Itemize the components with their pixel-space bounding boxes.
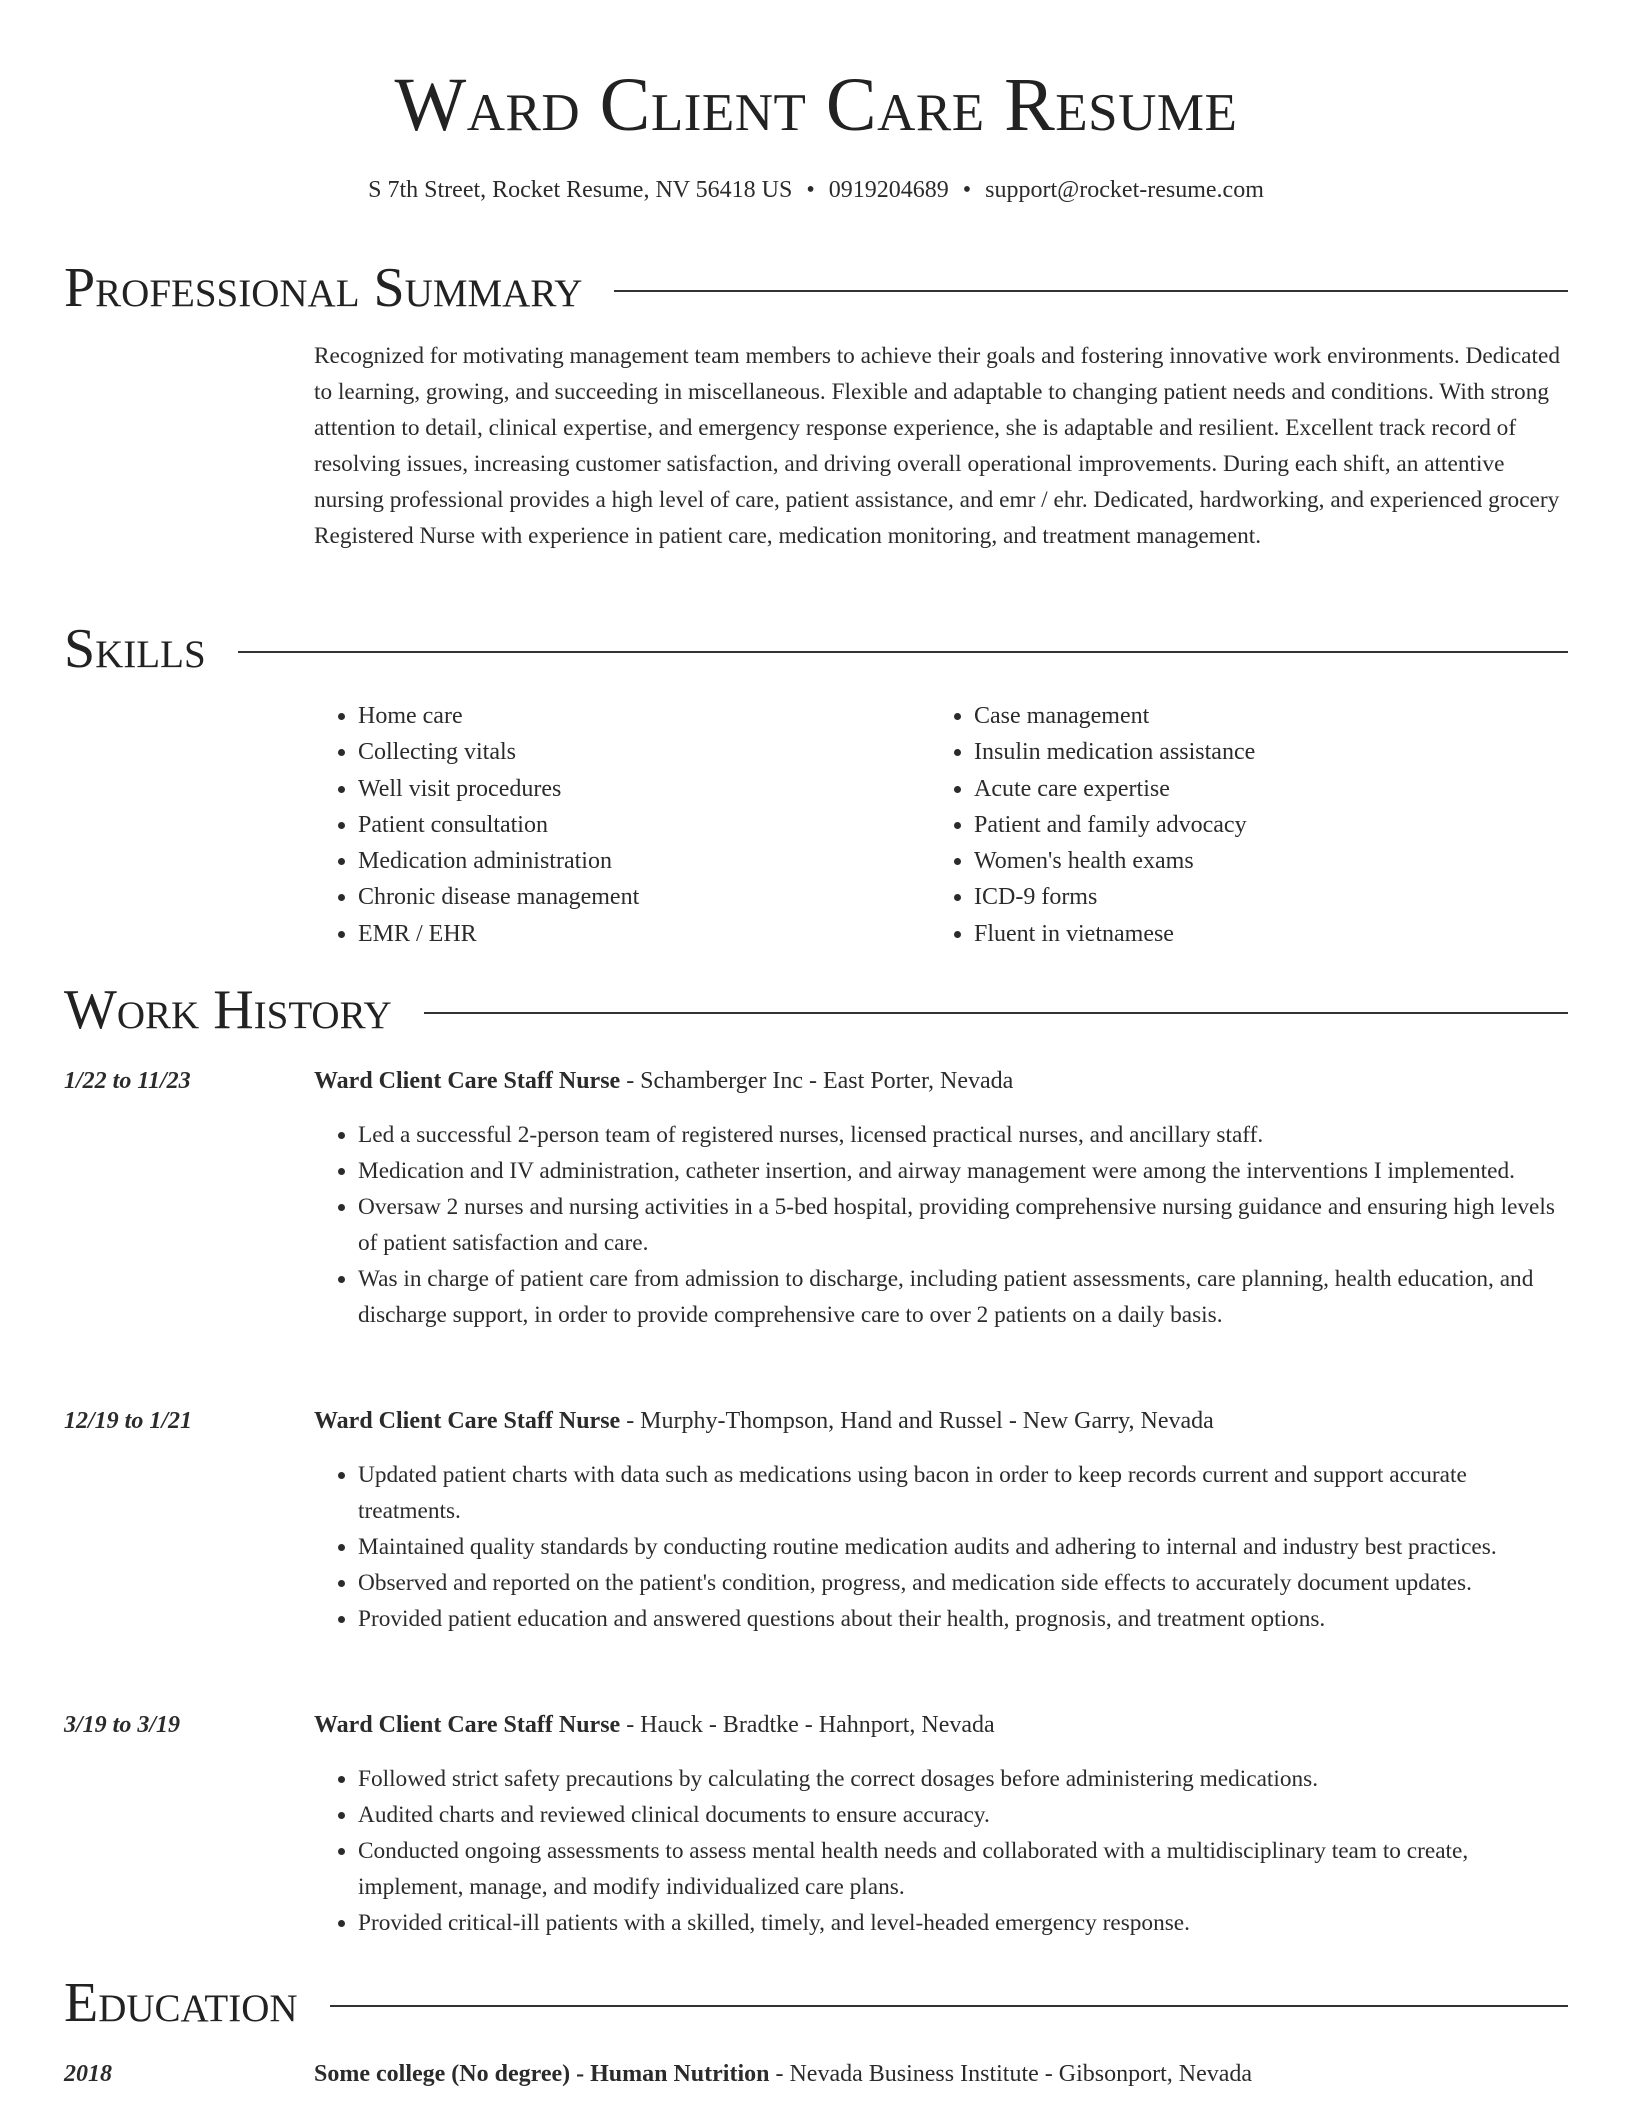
job-bullet: • Observed and reported on the patient's condition, progress, and medication side effects to accurately document updates. bbox=[358, 1565, 1570, 1601]
skill-item: • Well visit procedures bbox=[358, 771, 930, 807]
skill-item: • Patient consultation bbox=[358, 807, 930, 843]
education-line bbox=[314, 2056, 1570, 2092]
section-summary-header bbox=[64, 258, 1568, 318]
education-year: 2018 bbox=[64, 2061, 112, 2087]
job-dates: 12/19 to 1/21 bbox=[64, 1408, 193, 1434]
skill-item: • Acute care expertise bbox=[974, 771, 1546, 807]
job-title-line bbox=[314, 1403, 1570, 1439]
skill-item: • Case management bbox=[974, 698, 1546, 734]
job-bullet: • Conducted ongoing assessments to assess mental health needs and collaborated with a multidisciplinary team to create, implement, manage, and modify individualized care plans. bbox=[358, 1833, 1570, 1905]
skills-column-left bbox=[314, 698, 930, 952]
skills-list bbox=[314, 698, 1570, 952]
skill-item: • ICD-9 forms bbox=[974, 879, 1546, 915]
skill-item: • Patient and family advocacy bbox=[974, 807, 1546, 843]
contact-line bbox=[0, 174, 1632, 206]
summary-text: Recognized for motivating management team members to achieve their goals and fostering innovative work environments. Dedicated to learning, growing, and succeeding in miscellaneous. Flexible and adaptable to changing patient needs and conditions. With strong attention to detail, clinical expertise, and emergency response experience, she is adaptable and resilient. Excellent track record of resolving issues, increasing customer satisfaction, and driving overall operational improvements. During each shift, an attentive nursing professional provides a high level of care, patient assistance, and emr / ehr. Dedicated, hardworking, and experienced grocery Registered Nurse with experience in patient care, medication monitoring, and treatment management. bbox=[314, 343, 1560, 549]
job-title: Ward Client Care Staff Nurse bbox=[314, 1068, 621, 1094]
contact-phone: 0919204689 bbox=[828, 177, 949, 203]
education-degree: Some college (No degree) - Human Nutrition bbox=[314, 2061, 770, 2087]
skills-column-right bbox=[930, 698, 1546, 952]
section-work-header bbox=[64, 980, 1568, 1040]
job-bullet: • Oversaw 2 nurses and nursing activities in a 5-bed hospital, providing comprehensive nursing guidance and ensuring high levels of patient satisfaction and care. bbox=[358, 1189, 1570, 1261]
job-bullet: • Medication and IV administration, catheter insertion, and airway management were among the interventions I implemented. bbox=[358, 1153, 1570, 1189]
job-company: - Schamberger Inc - East Porter, Nevada bbox=[620, 1068, 1014, 1094]
contact-address: S 7th Street, Rocket Resume, NV 56418 US bbox=[368, 177, 793, 203]
job-bullet: • Maintained quality standards by conducting routine medication audits and adhering to internal and industry best practices. bbox=[358, 1529, 1570, 1565]
job-dates: 1/22 to 11/23 bbox=[64, 1068, 191, 1094]
job-bullet: • Updated patient charts with data such as medications using bacon in order to keep records current and support accurate treatments. bbox=[358, 1457, 1570, 1529]
resume-title: Ward Client Care Resume bbox=[394, 63, 1238, 147]
skill-item: • EMR / EHR bbox=[358, 916, 930, 952]
job-title-line bbox=[314, 1063, 1570, 1099]
education-school: - Nevada Business Institute - Gibsonport, Nevada bbox=[769, 2061, 1253, 2087]
skill-item: • Home care bbox=[358, 698, 930, 734]
job-bullets bbox=[314, 1457, 1570, 1637]
section-heading: Education bbox=[64, 1972, 298, 2034]
job-bullet: • Led a successful 2-person team of registered nurses, licensed practical nurses, and ancillary staff. bbox=[358, 1117, 1570, 1153]
job-bullet: • Audited charts and reviewed clinical documents to ensure accuracy. bbox=[358, 1797, 1570, 1833]
contact-separator: • bbox=[962, 177, 972, 203]
skill-item: • Fluent in vietnamese bbox=[974, 916, 1546, 952]
section-skills-header bbox=[64, 619, 1568, 679]
section-education-header bbox=[64, 1973, 1568, 2033]
job-title-line bbox=[314, 1707, 1570, 1743]
job-company: - Hauck - Bradtke - Hahnport, Nevada bbox=[620, 1712, 995, 1738]
job-title: Ward Client Care Staff Nurse bbox=[314, 1408, 621, 1434]
section-divider bbox=[614, 290, 1568, 292]
job-bullets bbox=[314, 1117, 1570, 1333]
job-dates: 3/19 to 3/19 bbox=[64, 1712, 181, 1738]
section-heading: Skills bbox=[64, 618, 206, 680]
contact-email: support@rocket-resume.com bbox=[985, 177, 1264, 203]
skill-item: • Insulin medication assistance bbox=[974, 734, 1546, 770]
job-bullet: • Followed strict safety precautions by calculating the correct dosages before administering medications. bbox=[358, 1761, 1570, 1797]
job-bullet: • Was in charge of patient care from admission to discharge, including patient assessments, care planning, health education, and discharge support, in order to provide comprehensive care to over 2 patients on a daily basis. bbox=[358, 1261, 1570, 1333]
job-company: - Murphy-Thompson, Hand and Russel - New Garry, Nevada bbox=[620, 1408, 1214, 1434]
section-divider bbox=[330, 2005, 1568, 2007]
job-bullet: • Provided patient education and answered questions about their health, prognosis, and treatment options. bbox=[358, 1601, 1570, 1637]
section-heading: Professional Summary bbox=[64, 257, 583, 319]
job-bullet: • Provided critical-ill patients with a skilled, timely, and level-headed emergency response. bbox=[358, 1905, 1570, 1941]
job-title: Ward Client Care Staff Nurse bbox=[314, 1712, 621, 1738]
section-divider bbox=[424, 1012, 1568, 1014]
skill-item: • Collecting vitals bbox=[358, 734, 930, 770]
skill-item: • Chronic disease management bbox=[358, 879, 930, 915]
job-bullets bbox=[314, 1761, 1570, 1941]
skill-item: • Medication administration bbox=[358, 843, 930, 879]
contact-separator: • bbox=[806, 177, 815, 203]
section-divider bbox=[238, 651, 1568, 653]
section-heading: Work History bbox=[64, 979, 392, 1041]
skill-item: • Women's health exams bbox=[974, 843, 1546, 879]
